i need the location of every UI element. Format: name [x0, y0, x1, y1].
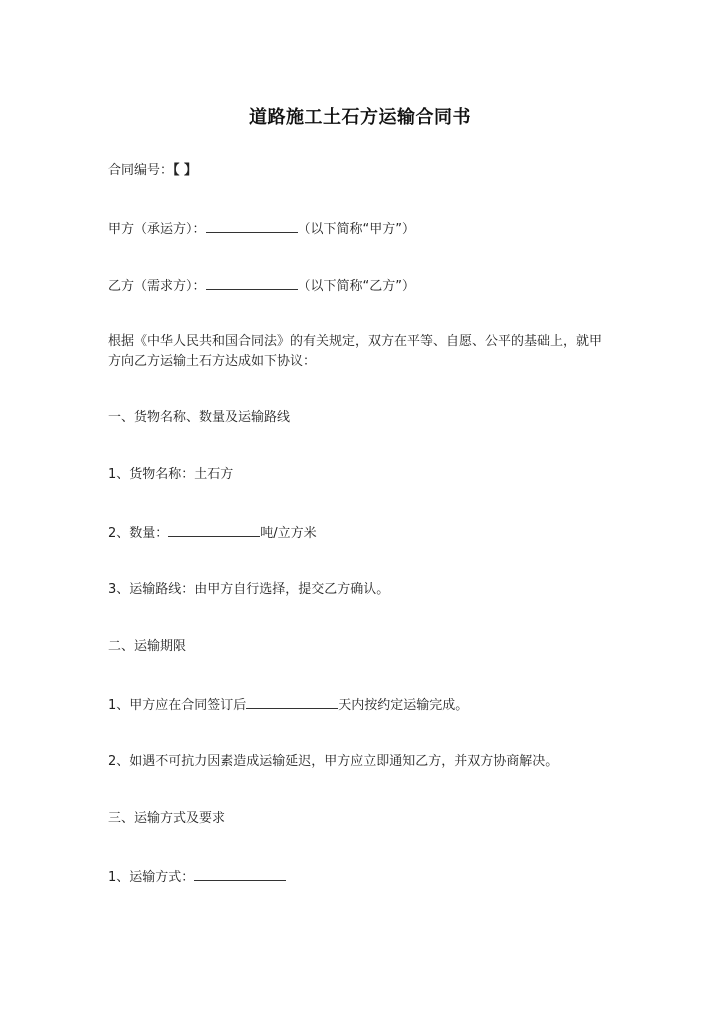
- s2-item-1: [108, 694, 468, 716]
- s2-item-1-prefix: 1、甲方应在合同签订后: [108, 698, 247, 713]
- s2-item-2: 2、如遇不可抗力因素造成运输延迟，甲方应立即通知乙方，并双方协商解决。: [108, 754, 559, 769]
- s2-item-1-suffix: 天内按约定运输完成。: [338, 698, 469, 713]
- party-a-line: [108, 218, 415, 240]
- s1-item-2: [108, 522, 317, 544]
- days-blank: [246, 694, 338, 709]
- party-a-label: 甲方（承运方）：: [108, 222, 206, 237]
- s1-item-2-prefix: 2、数量：: [108, 526, 169, 541]
- s1-item-1: 1、货物名称：土石方: [108, 467, 234, 482]
- section-2-heading: 二、运输期限: [108, 639, 187, 654]
- s1-item-2-suffix: 吨/立方米: [260, 526, 317, 541]
- quantity-blank: [168, 522, 260, 537]
- section-1-heading: 一、货物名称、数量及运输路线: [108, 410, 291, 425]
- party-b-suffix: （以下简称“乙方”）: [297, 279, 415, 294]
- s3-item-1-prefix: 1、运输方式：: [108, 870, 195, 885]
- transport-method-blank: [194, 866, 286, 881]
- party-a-suffix: （以下简称“甲方”）: [297, 222, 415, 237]
- contract-number-label: 合同编号：: [108, 163, 174, 178]
- document-title: 道路施工土石方运输合同书: [249, 107, 471, 128]
- contract-number-value: 【 】: [173, 163, 198, 178]
- party-b-blank: [206, 275, 298, 290]
- party-b-line: [108, 275, 415, 297]
- intro-paragraph: 根据《中华人民共和国合同法》的有关规定，双方在平等、自愿、公平的基础上，就甲方向乙方运输土石方达成如下协议：: [108, 334, 603, 369]
- s1-item-3: 3、运输路线：由甲方自行选择，提交乙方确认。: [108, 582, 390, 597]
- party-a-blank: [206, 218, 298, 233]
- contract-number-line: [108, 161, 197, 181]
- party-b-label: 乙方（需求方）：: [108, 279, 206, 294]
- section-3-heading: 三、运输方式及要求: [108, 811, 226, 826]
- s3-item-1: [108, 866, 286, 888]
